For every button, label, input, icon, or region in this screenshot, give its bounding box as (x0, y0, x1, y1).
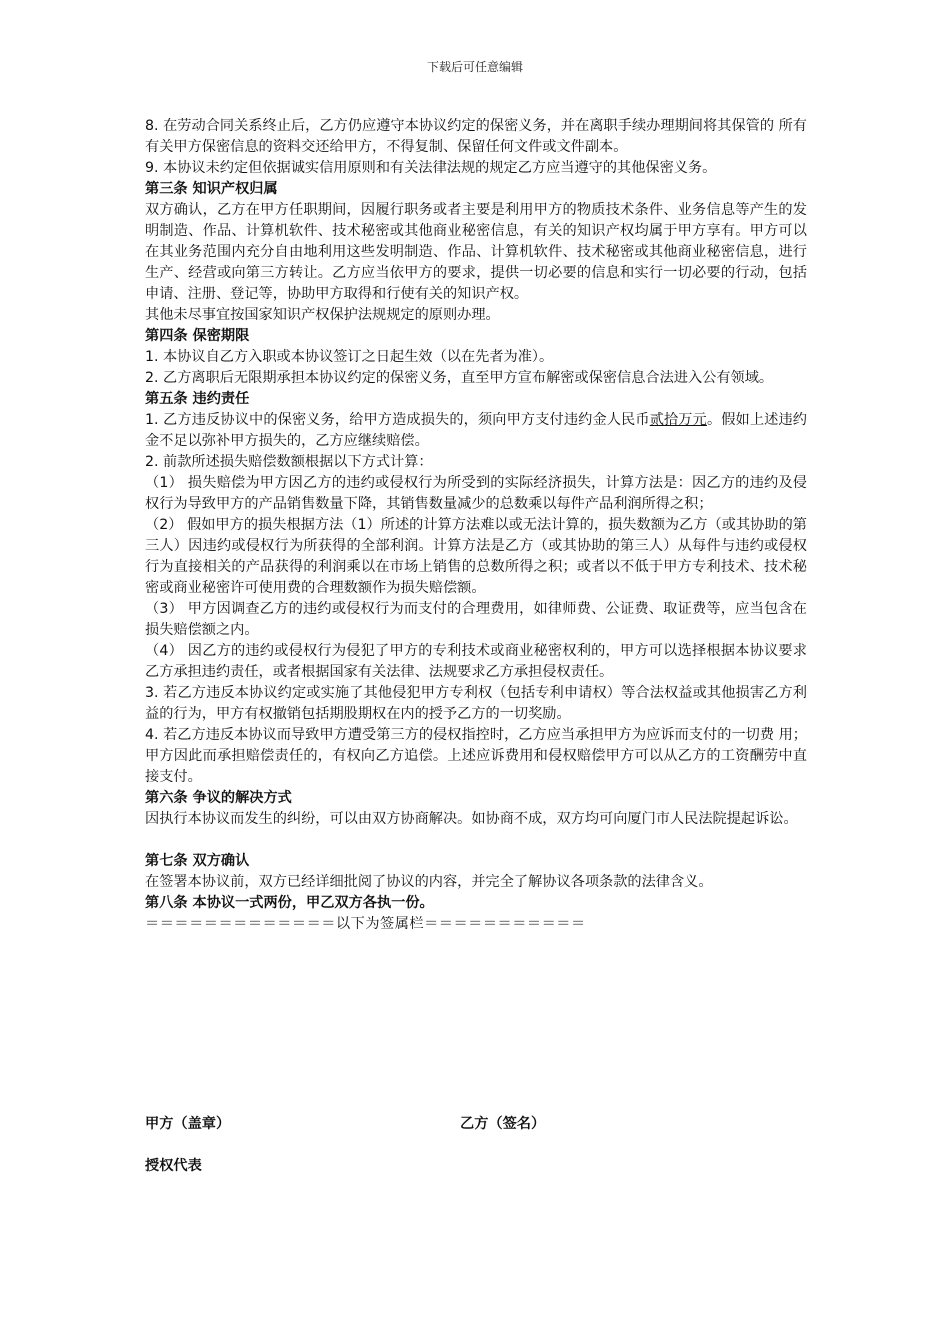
clause2-item-9: 9. 本协议未约定但依据诚实信用原则和有关法律法规的规定乙方应当遵守的其他保密义务。 (145, 160, 717, 176)
clause5-method-1: （1） 损失赔偿为甲方因乙方的违约或侵权行为所受到的实际经济损失，计算方法是：因乙方的违约及侵权行为导致甲方的产品销售数量下降，其销售数量减少的总数乘以每件产品利润所得之积； (145, 475, 807, 512)
clause5-item-1 (145, 410, 807, 452)
party-b-sign-label: 乙方（签名） (460, 1116, 546, 1132)
clause7-title: 第七条 双方确认 (145, 853, 250, 869)
clause5-method-4: （4） 因乙方的违约或侵权行为侵犯了甲方的专利技术或商业秘密权利的，甲方可以选择根据本协议要求乙方承担违约责任，或者根据国家有关法律、法规要求乙方承担侵权责任。 (145, 643, 807, 680)
signature-divider: ＝＝＝＝＝＝＝＝＝＝＝＝＝以下为签属栏＝＝＝＝＝＝＝＝＝＝＝ (145, 916, 586, 932)
document-body (145, 116, 807, 935)
clause4-title: 第四条 保密期限 (145, 328, 250, 344)
clause5-item-1-text: 1. 乙方违反协议中的保密义务，给甲方造成损失的，须向甲方支付违约金人民币 (145, 412, 650, 428)
clause4-item-2: 2. 乙方离职后无限期承担本协议约定的保密义务，直至甲方宣布解密或保密信息合法进入公有领域。 (145, 370, 774, 386)
clause3-paragraph: 双方确认，乙方在甲方任职期间，因履行职务或者主要是利用甲方的物质技术条件、业务信息等产生的发明制造、作品、计算机软件、技术秘密或其他商业秘密信息，有关的知识产权均属于甲方享有。甲方可以在其业务范围内充分自由地利用这些发明制造、作品、计算机软件、技术秘密或其他商业秘密信息，进行生产、经营或向第三方转让。乙方应当依甲方的要求，提供一切必要的信息和实行一切必要的行动，包括申请、注册、登记等，协助甲方取得和行使有关的知识产权。 (145, 202, 807, 302)
clause5-method-2: （2） 假如甲方的损失根据方法（1）所述的计算方法难以或无法计算的，损失数额为乙方（或其协助的第三人）因违约或侵权行为所获得的全部利润。计算方法是乙方（或其协助的第三人）从每件与违约或侵权行为直接相关的产品获得的利润乘以在市场上销售的总数所得之积；或者以不低于甲方专利技术、技术秘密或商业秘密许可使用费的合理数额作为损失赔偿额。 (145, 517, 807, 596)
clause5-item-4: 4. 若乙方违反本协议而导致甲方遭受第三方的侵权指控时，乙方应当承担甲方为应诉而支付的一切费 用；甲方因此而承担赔偿责任的，有权向乙方追偿。上述应诉费用和侵权赔偿甲方可以从乙方的工资酬劳中直接支付。 (145, 727, 807, 785)
party-a-seal-label: 甲方（盖章） (145, 1116, 231, 1132)
spacer (145, 830, 807, 851)
clause4-item-1: 1. 本协议自乙方入职或本协议签订之日起生效（以在先者为准）。 (145, 349, 554, 365)
clause6-paragraph: 因执行本协议而发生的纠纷，可以由双方协商解决。如协商不成，双方均可向厦门市人民法院提起诉讼。 (145, 811, 798, 827)
clause7-paragraph: 在签署本协议前，双方已经详细批阅了协议的内容，并完全了解协议各项条款的法律含义。 (145, 874, 713, 890)
clause3-title: 第三条 知识产权归属 (145, 181, 278, 197)
clause8-title: 第八条 本协议一式两份，甲乙双方各执一份。 (145, 895, 434, 911)
header-note: 下载后可任意编辑 (426, 60, 523, 74)
clause5-item-3: 3. 若乙方违反本协议约定或实施了其他侵犯甲方专利权（包括专利申请权）等合法权益或其他损害乙方利益的行为，甲方有权撤销包括期股期权在内的授予乙方的一切奖励。 (145, 685, 807, 722)
clause3-paragraph: 其他未尽事宜按国家知识产权保护法规规定的原则办理。 (145, 307, 500, 323)
clause5-method-3: （3） 甲方因调查乙方的违约或侵权行为而支付的合理费用，如律师费、公证费、取证费等，应当包含在损失赔偿额之内。 (145, 601, 807, 638)
penalty-amount: 贰拾万元 (649, 412, 707, 428)
clause5-item-2: 2. 前款所述损失赔偿数额根据以下方式计算： (145, 454, 433, 470)
representative-label: 授权代表 (145, 1158, 202, 1174)
clause5-item-1-text-end: 。假如上述违约金不足以弥补甲方损失的，乙方应继续赔偿。 (145, 412, 807, 449)
clause6-title: 第六条 争议的解决方式 (145, 790, 292, 806)
clause2-item-8: 8. 在劳动合同关系终止后，乙方仍应遵守本协议约定的保密义务，并在离职手续办理期间将其保管的 所有有关甲方保密信息的资料交还给甲方，不得复制、保留任何文件或文件副本。 (145, 118, 807, 155)
clause5-title: 第五条 违约责任 (145, 391, 250, 407)
